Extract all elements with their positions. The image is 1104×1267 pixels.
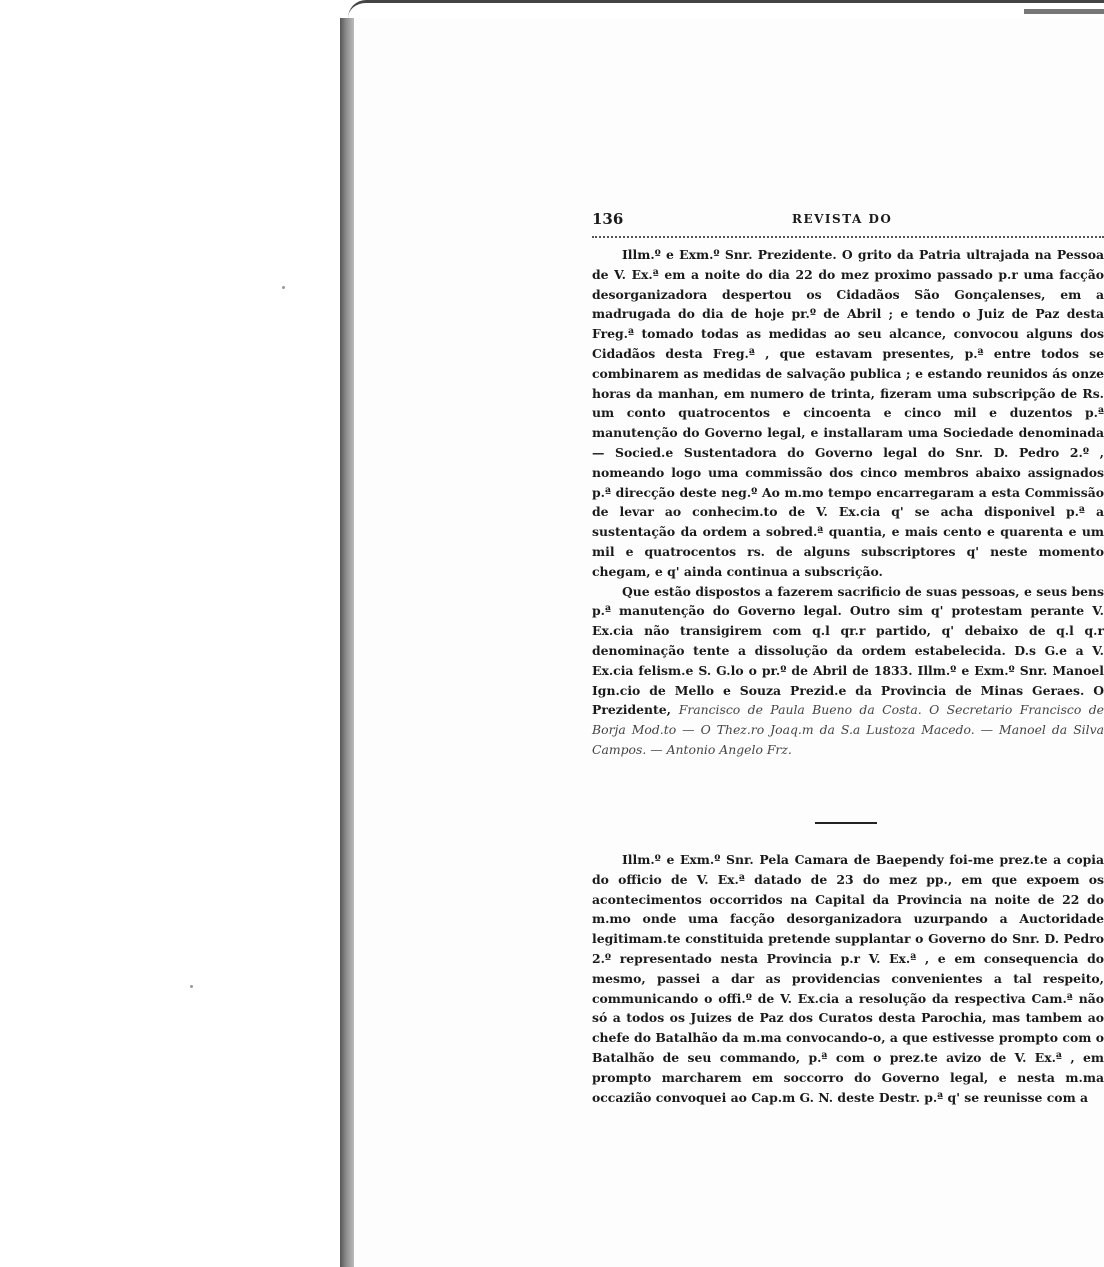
letter-1-paragraph-2 — [592, 582, 1104, 760]
letter-1 — [592, 245, 1104, 760]
letter-2-paragraph-1: Illm.º e Exm.º Snr. Pela Camara de Baependy foi-me prez.te a copia do officio de V. Ex.ª datado de 23 do mez pp., em que expoem os acontecimentos occorridos na Capital da Provincia na noite de 22 do m.mo onde uma facção desorganizadora uzurpando a Auctoridade legitimam.te constituida pretende supplantar o Governo do Snr. D. Pedro 2.º representado nesta Provincia p.r V. Ex.ª , e em consequencia do mesmo, passei a dar as providencias convenientes a tal respeito, communicando o offi.º de V. Ex.cia a resolução da respectiva Cam.ª não só a todos os Juizes de Paz dos Curatos desta Parochia, mas tambem ao chefe do Batalhão da m.ma convocando-o, a que estivesse prompto com o Batalhão de seu commando, p.ª com o prez.te avizo de V. Ex.ª , em prompto marcharem em soccorro do Governo legal, e nesta m.ma occazião convoquei ao Cap.m G. N. deste Destr. p.ª q' se reunisse com a — [592, 852, 1104, 1105]
page-header — [592, 210, 1104, 238]
section-divider — [815, 822, 877, 824]
left-blank-margin — [0, 0, 340, 1267]
book-spine — [340, 18, 354, 1267]
letter-1-signatures: Francisco de Paula Bueno da Costa. O Secretario Francisco de Borja Mod.to — O Thez.ro Joaq.m da S.a Lustoza Macedo. — Manoel da Silva Campos. — Antonio Angelo Frz. — [592, 702, 1104, 757]
page-number: 136 — [592, 210, 624, 228]
letter-1-paragraph-2-text: Que estão dispostos a fazerem sacrificio de suas pessoas, e seus bens p.ª manutenção do Governo legal. Outro sim q' protestam perante V. Ex.cia não transigirem com q.l qr.r partido, q' debaixo de q.l q.r denominação tente a dissolução da ordem estabelecida. D.s G.e a V. Ex.cia felism.e S. G.lo o pr.º de Abril de 1833. Illm.º e Exm.º Snr. Manoel Ign.cio de Mello e Souza Prezid.e da Provincia de Minas Geraes. O Prezidente, — [592, 583, 1104, 718]
speck-mark — [190, 985, 193, 988]
page-top-edge — [348, 0, 1104, 18]
speck-mark — [282, 286, 285, 289]
running-head: REVISTA DO — [792, 212, 893, 226]
letter-2 — [592, 850, 1104, 1107]
letter-1-paragraph-1: Illm.º e Exm.º Snr. Prezidente. O grito da Patria ultrajada na Pessoa de V. Ex.ª em a noite do dia 22 do mez proximo passado p.r uma facção desorganizadora despertou os Cidadãos São Gonçalenses, em a madrugada do dia de hoje pr.º de Abril ; e tendo o Juiz de Paz desta Freg.ª tomado todas as medidas ao seu alcance, convocou alguns dos Cidadãos desta Freg.ª , que estavam presentes, p.ª entre todos se combinarem as medidas de salvação publica ; e estando reunidos ás onze horas da manhan, em numero de trinta, fizeram uma subscripção de Rs. um conto quatrocentos e cincoenta e cinco mil e duzentos p.ª manutenção do Governo legal, e installaram uma Sociedade denominada — Socied.e Sustentadora do Governo legal do Snr. D. Pedro 2.º , nomeando logo uma commissão dos cinco membros abaixo assignados p.ª direcção deste neg.º Ao m.mo tempo encarregaram a esta Commissão de levar ao conhecim.to de V. Ex.cia q' se acha disponivel p.ª a sustentação da ordem a sobred.ª quantia, e mais cento e quarenta e um mil e quatrocentos rs. de alguns subscriptores q' neste momento chegam, e q' ainda continua a subscrição. — [592, 247, 1104, 579]
